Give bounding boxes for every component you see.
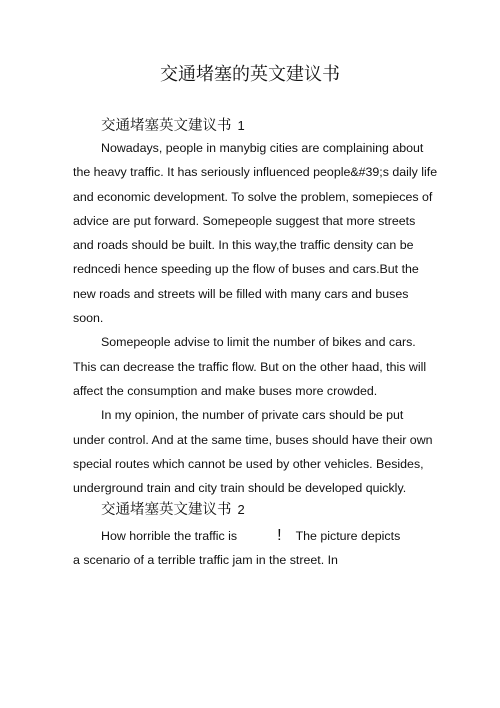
paragraph-line: Nowadays, people in manybig cities are complaining about [101, 141, 424, 155]
paragraph-line: a scenario of a terrible traffic jam in the street. In [73, 553, 338, 568]
paragraph-line: Somepeople advise to limit the number of bikes and cars. [101, 335, 416, 350]
section-heading-2 [101, 500, 245, 520]
section-heading-2-text: 交通堵塞英文建议书 [101, 502, 232, 518]
section-heading-1-number: 1 [237, 118, 245, 133]
section-1-body [73, 136, 438, 500]
line-start-text: How horrible the traffic is [101, 529, 238, 543]
paragraph-line [73, 524, 433, 548]
line-end-text: The picture depicts [295, 529, 401, 543]
paragraph-line: underground train and city train should be developed quickly. [73, 481, 407, 496]
paragraph-line: soon. [73, 311, 104, 326]
paragraph-line: new roads and streets will be filled with many cars and buses [73, 286, 409, 301]
document-title: 交通堵塞的英文建议书 [160, 64, 340, 85]
section-heading-1-text: 交通堵塞英文建议书 [101, 118, 232, 134]
paragraph-line: affect the consumption and make buses more crowded. [73, 383, 378, 398]
paragraph-line: In my opinion, the number of private cars should be put [101, 408, 404, 423]
paragraph-line: the heavy traffic. It has seriously influenced people&#39;s daily life [73, 165, 438, 180]
paragraph-line: redncedi hence speeding up the flow of buses and cars.But the [73, 262, 419, 277]
paragraph-line: This can decrease the traffic flow. But on the other haad, this will [73, 359, 427, 374]
paragraph-line: and roads should be built. In this way,the traffic density can be [73, 238, 414, 253]
paragraph-line: under control. And at the same time, buses should have their own [73, 432, 433, 447]
section-2-body [73, 524, 433, 573]
paragraph-line: special routes which cannot be used by other vehicles. Besides, [73, 456, 424, 471]
paragraph-line: advice are put forward. Somepeople suggest that more streets [73, 213, 416, 228]
paragraph-line: and economic development. To solve the problem, somepieces of [73, 189, 433, 204]
exclamation-mark: ! [277, 527, 282, 544]
section-heading-1 [101, 116, 245, 136]
section-heading-2-number: 2 [237, 502, 245, 517]
